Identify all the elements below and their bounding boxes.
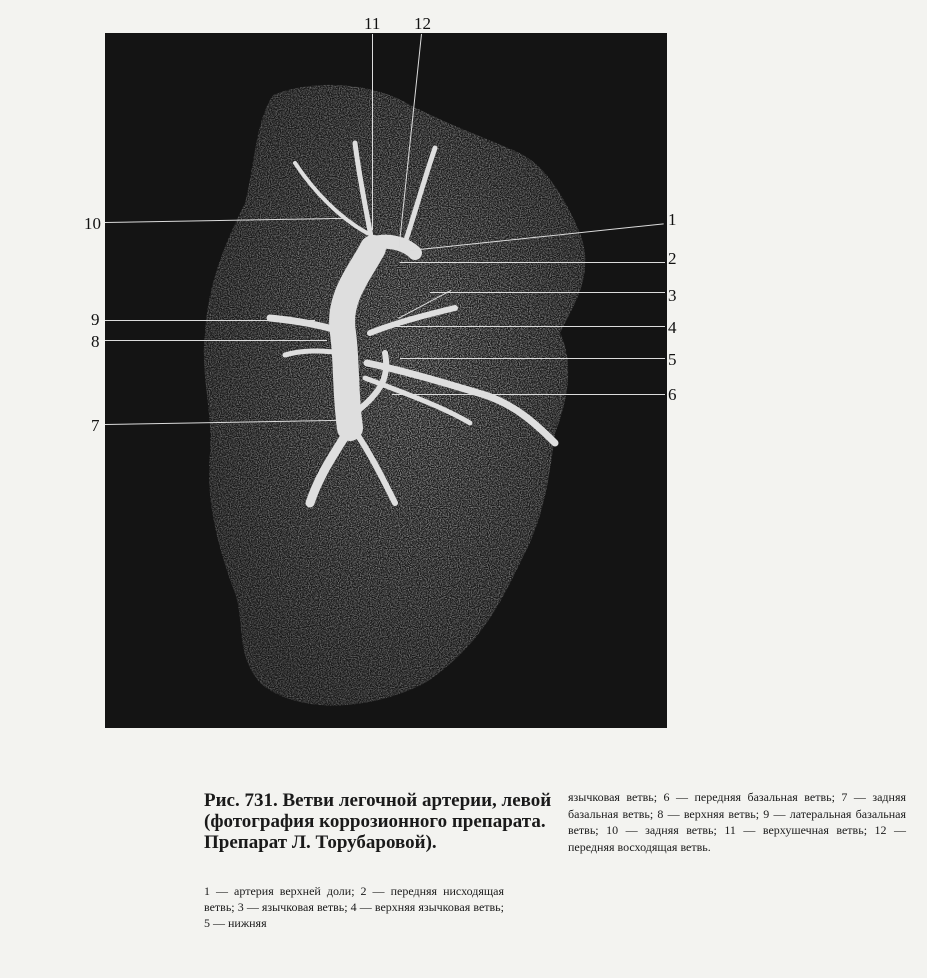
label-8: 8 [91,332,100,351]
label-7: 7 [91,416,100,435]
figure-legend-part-1: 1 — артерия верхней доли; 2 — передняя нисходящая ветвь; 3 — язычковая ветвь; 4 — верхняя язычковая ветвь; 5 — нижняя [204,884,504,930]
label-1: 1 [668,210,677,229]
label-2: 2 [668,249,677,268]
leader-line-3 [430,292,665,293]
label-4: 4 [668,318,677,337]
lung-silhouette [204,85,585,706]
lung-cast-illustration [105,33,667,728]
label-5: 5 [668,350,677,369]
figure-legend-part-2: язычковая ветвь; 6 — передняя базальная ветвь; 7 — задняя базальная ветвь; 8 — верхняя ветвь; 9 — латеральная базальная ветвь; 10 — задняя ветвь; 11 — верхушечная ветвь; 12 — передняя восходящая ветвь. [568,790,906,854]
label-12: 12 [414,14,431,33]
leader-line-2 [400,262,665,263]
leader-line-6 [392,394,665,395]
label-10: 10 [84,214,101,233]
label-11: 11 [364,14,381,33]
label-6: 6 [668,385,677,404]
leader-line-5 [400,358,665,359]
lung-artery-photograph [105,33,667,728]
label-3: 3 [668,286,677,305]
leader-line-4 [392,326,665,327]
label-9: 9 [91,310,100,329]
leader-line-8 [105,340,327,341]
figure-caption-title: Рис. 731. Ветви легочной артерии, левой (фотография коррозионного препарата. Препарат Л. Торубаровой). [204,790,552,853]
leader-line-9 [105,320,315,321]
leader-line-11 [372,34,373,230]
